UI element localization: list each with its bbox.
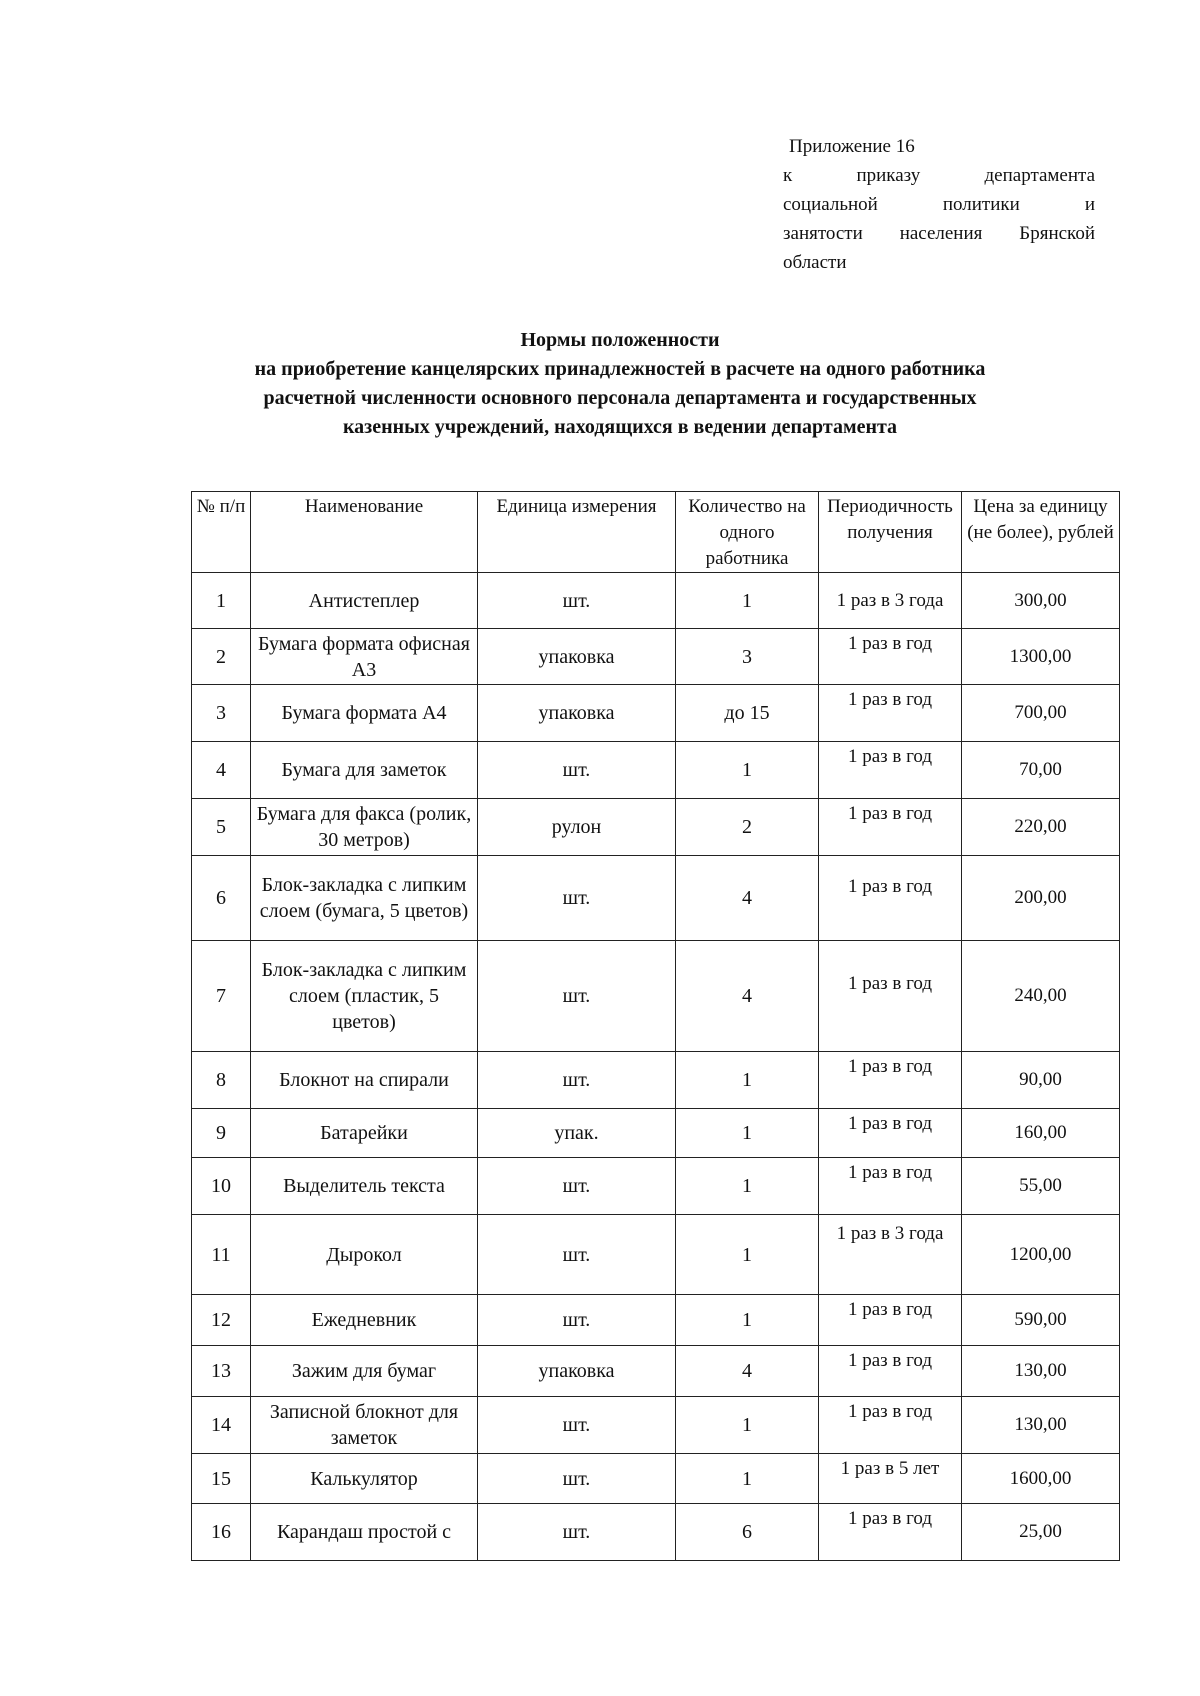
- cell-price: 700,00: [962, 685, 1120, 742]
- cell-period: 1 раз в 3 года: [819, 573, 962, 629]
- title-line: казенных учреждений, находящихся в ведении департамента: [342, 416, 898, 438]
- cell-period: 1 раз в год: [819, 1158, 962, 1215]
- cell-price: 130,00: [962, 1346, 1120, 1397]
- table-header-row: [192, 492, 1120, 573]
- cell-period: 1 раз в год: [819, 856, 962, 941]
- cell-price: 160,00: [962, 1109, 1120, 1158]
- cell-price: 130,00: [962, 1397, 1120, 1454]
- cell-qty: 3: [676, 629, 819, 685]
- cell-name: Блок-закладка с липким слоем (пластик, 5 цветов): [251, 941, 478, 1052]
- appendix-block: [783, 132, 1095, 277]
- cell-unit: шт.: [478, 941, 676, 1052]
- cell-name: Карандаш простой с: [251, 1504, 478, 1561]
- table-row: [192, 573, 1120, 629]
- cell-num: 2: [192, 629, 251, 685]
- table-row: [192, 685, 1120, 742]
- cell-period: 1 раз в год: [819, 685, 962, 742]
- appendix-line: к приказу департамента: [783, 165, 1095, 186]
- cell-num: 11: [192, 1215, 251, 1295]
- cell-period: 1 раз в год: [819, 1346, 962, 1397]
- cell-qty: 1: [676, 1109, 819, 1158]
- cell-qty: до 15: [676, 685, 819, 742]
- title-line: Нормы положенности: [520, 329, 720, 351]
- header-price: Цена за единицу (не более), рублей: [962, 492, 1120, 573]
- cell-qty: 4: [676, 856, 819, 941]
- table-row: [192, 742, 1120, 799]
- cell-period: 1 раз в 3 года: [819, 1215, 962, 1295]
- cell-period: 1 раз в год: [819, 941, 962, 1052]
- cell-period: 1 раз в год: [819, 1295, 962, 1346]
- header-num: № п/п: [192, 492, 251, 573]
- cell-price: 300,00: [962, 573, 1120, 629]
- cell-qty: 4: [676, 941, 819, 1052]
- cell-unit: упаковка: [478, 1346, 676, 1397]
- cell-name: Выделитель текста: [251, 1158, 478, 1215]
- cell-name: Бумага для заметок: [251, 742, 478, 799]
- cell-price: 200,00: [962, 856, 1120, 941]
- cell-qty: 4: [676, 1346, 819, 1397]
- cell-qty: 1: [676, 742, 819, 799]
- cell-unit: шт.: [478, 1397, 676, 1454]
- cell-num: 1: [192, 573, 251, 629]
- cell-qty: 1: [676, 573, 819, 629]
- cell-qty: 6: [676, 1504, 819, 1561]
- cell-num: 10: [192, 1158, 251, 1215]
- cell-num: 13: [192, 1346, 251, 1397]
- cell-period: 1 раз в год: [819, 1504, 962, 1561]
- appendix-line: занятости населения Брянской: [783, 223, 1095, 244]
- cell-name: Калькулятор: [251, 1454, 478, 1504]
- cell-unit: шт.: [478, 573, 676, 629]
- cell-name: Ежедневник: [251, 1295, 478, 1346]
- table-row: [192, 1295, 1120, 1346]
- cell-price: 220,00: [962, 799, 1120, 856]
- cell-price: 590,00: [962, 1295, 1120, 1346]
- cell-num: 5: [192, 799, 251, 856]
- table-row: [192, 1397, 1120, 1454]
- cell-qty: 1: [676, 1295, 819, 1346]
- cell-price: 1600,00: [962, 1454, 1120, 1504]
- cell-num: 7: [192, 941, 251, 1052]
- cell-unit: упаковка: [478, 685, 676, 742]
- cell-period: 1 раз в год: [819, 799, 962, 856]
- cell-price: 1300,00: [962, 629, 1120, 685]
- cell-unit: упак.: [478, 1109, 676, 1158]
- table-row: [192, 629, 1120, 685]
- header-name: Наименование: [251, 492, 478, 573]
- cell-name: Зажим для бумаг: [251, 1346, 478, 1397]
- cell-period: 1 раз в год: [819, 1397, 962, 1454]
- cell-num: 3: [192, 685, 251, 742]
- cell-price: 25,00: [962, 1504, 1120, 1561]
- cell-unit: шт.: [478, 1454, 676, 1504]
- table-row: [192, 1109, 1120, 1158]
- cell-price: 70,00: [962, 742, 1120, 799]
- table-row: [192, 1504, 1120, 1561]
- cell-period: 1 раз в год: [819, 629, 962, 685]
- cell-unit: упаковка: [478, 629, 676, 685]
- cell-name: Бумага для факса (ролик, 30 метров): [251, 799, 478, 856]
- header-unit: Единица измерения: [478, 492, 676, 573]
- cell-unit: рулон: [478, 799, 676, 856]
- cell-price: 1200,00: [962, 1215, 1120, 1295]
- cell-period: 1 раз в год: [819, 1109, 962, 1158]
- cell-unit: шт.: [478, 1052, 676, 1109]
- cell-price: 90,00: [962, 1052, 1120, 1109]
- cell-name: Бумага формата офисная А3: [251, 629, 478, 685]
- table-row: [192, 1215, 1120, 1295]
- table-row: [192, 856, 1120, 941]
- cell-unit: шт.: [478, 1215, 676, 1295]
- cell-price: 240,00: [962, 941, 1120, 1052]
- cell-price: 55,00: [962, 1158, 1120, 1215]
- cell-num: 14: [192, 1397, 251, 1454]
- cell-name: Батарейки: [251, 1109, 478, 1158]
- header-qty: Количество на одного работника: [676, 492, 819, 573]
- table-row: [192, 1454, 1120, 1504]
- cell-num: 9: [192, 1109, 251, 1158]
- cell-num: 4: [192, 742, 251, 799]
- cell-qty: 2: [676, 799, 819, 856]
- cell-qty: 1: [676, 1397, 819, 1454]
- cell-name: Записной блокнот для заметок: [251, 1397, 478, 1454]
- cell-qty: 1: [676, 1454, 819, 1504]
- cell-name: Блок-закладка с липким слоем (бумага, 5 цветов): [251, 856, 478, 941]
- cell-num: 12: [192, 1295, 251, 1346]
- cell-unit: шт.: [478, 1295, 676, 1346]
- cell-period: 1 раз в год: [819, 742, 962, 799]
- title-line: расчетной численности основного персонала департамента и государственных: [263, 387, 977, 409]
- header-period: Периодичность получения: [819, 492, 962, 573]
- title-line: на приобретение канцелярских принадлежностей в расчете на одного работника: [254, 358, 986, 380]
- cell-qty: 1: [676, 1052, 819, 1109]
- cell-period: 1 раз в 5 лет: [819, 1454, 962, 1504]
- cell-unit: шт.: [478, 742, 676, 799]
- cell-num: 16: [192, 1504, 251, 1561]
- document-title: [140, 326, 1100, 442]
- table-row: [192, 799, 1120, 856]
- cell-qty: 1: [676, 1158, 819, 1215]
- cell-unit: шт.: [478, 1504, 676, 1561]
- cell-num: 15: [192, 1454, 251, 1504]
- appendix-line: социальной политики и: [783, 194, 1095, 215]
- cell-qty: 1: [676, 1215, 819, 1295]
- cell-period: 1 раз в год: [819, 1052, 962, 1109]
- table-row: [192, 1158, 1120, 1215]
- cell-num: 6: [192, 856, 251, 941]
- table-row: [192, 1346, 1120, 1397]
- table-row: [192, 941, 1120, 1052]
- cell-unit: шт.: [478, 856, 676, 941]
- table-row: [192, 1052, 1120, 1109]
- cell-name: Бумага формата А4: [251, 685, 478, 742]
- cell-name: Дырокол: [251, 1215, 478, 1295]
- cell-num: 8: [192, 1052, 251, 1109]
- appendix-title: Приложение 16: [789, 136, 915, 157]
- cell-name: Блокнот на спирали: [251, 1052, 478, 1109]
- appendix-line: области: [783, 252, 847, 273]
- norms-table: [191, 491, 1120, 1561]
- cell-name: Антистеплер: [251, 573, 478, 629]
- cell-unit: шт.: [478, 1158, 676, 1215]
